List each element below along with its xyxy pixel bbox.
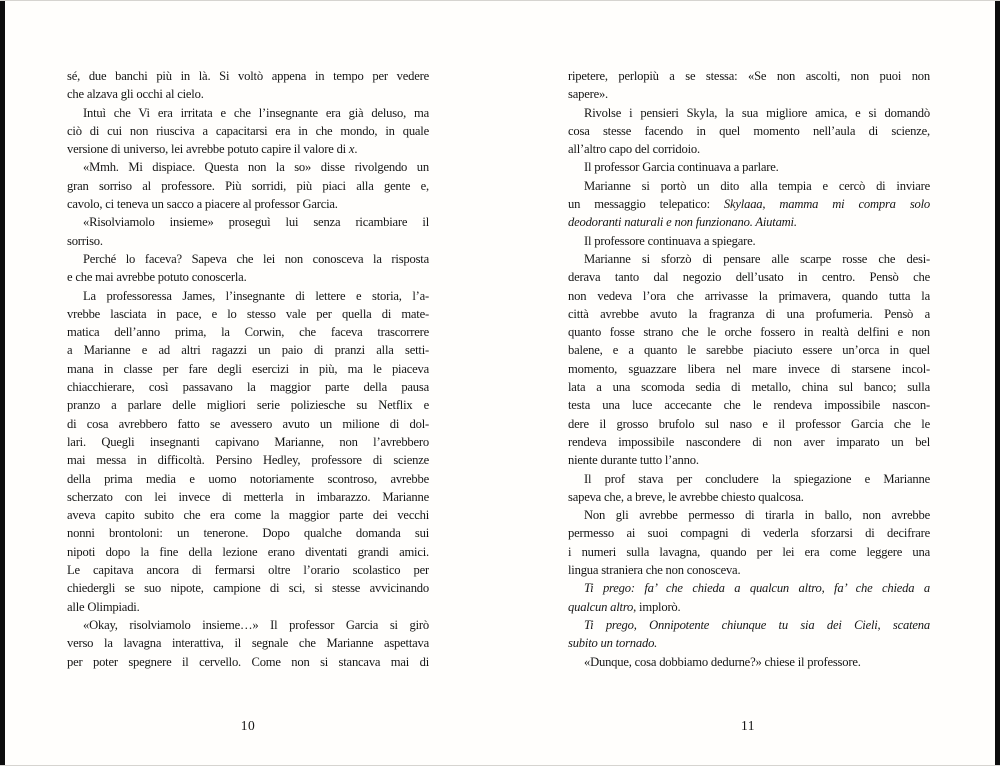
text-segment: matica dell’anno prima, la Corwin, che faceva trascorrere <box>67 325 429 340</box>
text-line <box>67 305 429 323</box>
text-segment: momento, sguazzare libera nel mare invece di starsene incol- <box>568 361 930 376</box>
text-segment: sé, due banchi più in là. Si voltò appena in tempo per vedere <box>67 69 429 83</box>
text-segment: Il prof stava per concludere la spiegazione e Marianne <box>584 471 930 486</box>
page-number-right: 11 <box>741 718 755 733</box>
text-line <box>568 140 930 158</box>
text-segment: all’altro capo del corridoio. <box>568 142 700 157</box>
text-line <box>568 506 930 524</box>
text-segment: nipoti dopo la fine della lezione erano diventati grandi amici. <box>67 544 429 559</box>
page-left-text-block <box>67 67 429 671</box>
text-line <box>67 140 429 158</box>
text-segment: cosa stesse facendo in quel momento nell’aula di scienze, <box>568 123 930 138</box>
text-segment: Perché lo faceva? Sapeva che lei non conosceva la risposta <box>83 251 429 266</box>
text-line <box>67 543 429 561</box>
text-line <box>568 104 930 122</box>
text-line <box>67 506 429 524</box>
text-segment: città avrebbe avuto la fragranza di una profumeria. Pensò a <box>568 306 930 321</box>
text-segment: ripetere, perlopiù a se stessa: «Se non ascolti, non puoi non <box>568 69 930 83</box>
text-line <box>67 122 429 140</box>
text-line <box>568 67 930 85</box>
page-number-left: 10 <box>240 718 256 733</box>
text-segment: permesso ai suoi compagni di vederla sforzarsi di decifrare <box>568 526 930 541</box>
text-line <box>568 561 930 579</box>
text-segment: Il professore continuava a spiegare. <box>584 233 756 248</box>
text-segment: un messaggio telepatico: <box>568 197 724 212</box>
text-segment: Marianne si portò un dito alla tempia e cercò di inviare <box>584 178 930 193</box>
text-segment: a Marianne e ad altri ragazzi un paio di pranzi alla setti- <box>67 343 429 358</box>
italic-text-segment: qualcun altro <box>568 599 634 614</box>
text-line <box>568 378 930 396</box>
text-line <box>67 268 429 286</box>
text-segment: Le capitava ancora di fermarsi oltre l’orario scolastico per <box>67 563 429 578</box>
text-line <box>568 524 930 542</box>
text-segment: non vedeva l’ora che arrivasse la primavera, quando tutta la <box>568 288 930 303</box>
text-segment: «Risolviamolo insieme» proseguì lui senza ricambiare il <box>83 215 429 230</box>
text-line <box>67 653 429 671</box>
text-segment: alle Olimpiadi. <box>67 599 140 614</box>
text-segment: per poter spegnere il cervello. Come non si stancava mai di <box>67 654 429 669</box>
text-segment: Il professor Garcia continuava a parlare. <box>584 160 779 175</box>
text-line <box>568 433 930 451</box>
text-line <box>568 634 930 652</box>
text-line <box>568 122 930 140</box>
text-line <box>568 579 930 597</box>
text-line <box>568 470 930 488</box>
text-line <box>568 250 930 268</box>
text-segment: Non gli avrebbe permesso di tirarla in ballo, non avrebbe <box>584 508 930 523</box>
text-segment: «Dunque, cosa dobbiamo dedurne?» chiese il professore. <box>584 654 861 669</box>
text-line <box>67 470 429 488</box>
text-line <box>568 287 930 305</box>
text-line <box>568 451 930 469</box>
text-line <box>568 158 930 176</box>
text-segment: i numeri sulla lavagna, quando per lei era come leggere una <box>568 544 930 559</box>
text-line <box>67 341 429 359</box>
text-segment: , implorò. <box>633 599 681 614</box>
text-line <box>67 396 429 414</box>
text-line <box>568 195 930 213</box>
text-line <box>568 616 930 634</box>
italic-text-segment: Ti prego, Onnipotente chiunque tu sia dei Cieli, scatena <box>584 617 930 632</box>
text-segment: Rivolse i pensieri Skyla, la sua migliore amica, e si domandò <box>584 105 930 120</box>
text-segment: mai messa in difficoltà. Persino Hedley, professore di scienze <box>67 453 429 468</box>
text-segment: rendeva impossibile nascondere di non aver imparato un bel <box>568 434 930 449</box>
text-line <box>67 250 429 268</box>
text-segment: testa una luce accecante che le rendeva impossibile nascon- <box>568 398 930 413</box>
text-line <box>67 415 429 433</box>
text-segment: gran sorriso al professore. Più sorridi, più piaci alla gente e, <box>67 178 429 193</box>
italic-text-segment: subito un tornado. <box>568 636 658 651</box>
scan-edge-right-bar <box>995 0 1000 766</box>
text-segment: «Okay, risolviamolo insieme…» Il professor Garcia si girò <box>83 617 429 632</box>
scan-edge-left-bar <box>0 0 5 766</box>
text-segment: sapere». <box>568 87 609 102</box>
text-segment: nonni brontoloni: un tenerone. Dopo qualche domanda sui <box>67 526 429 541</box>
text-segment: balene, e a quanto le sarebbe piaciuto essere un’orca in quel <box>568 343 930 358</box>
text-line <box>568 323 930 341</box>
text-line <box>67 213 429 231</box>
text-segment: Intuì che Vi era irritata e che l’insegnante era già deluso, ma <box>83 105 429 120</box>
text-line <box>67 579 429 597</box>
text-line <box>67 561 429 579</box>
text-segment: aveva capito subito che era come la maggior parte dei vecchi <box>67 508 429 523</box>
italic-text-segment: x <box>348 142 355 157</box>
text-line <box>568 232 930 250</box>
text-segment: vrebbe lasciata in pace, e lo stesso vale per quella di mate- <box>67 306 429 321</box>
text-segment: chiacchierare, così passavano la maggior parte della pausa <box>67 380 429 395</box>
text-line <box>568 341 930 359</box>
text-line <box>568 85 930 103</box>
text-line <box>67 634 429 652</box>
text-line <box>67 323 429 341</box>
page-right-text-block <box>568 67 930 671</box>
text-segment: quanto fosse strano che le orche fossero in realtà delfini e non <box>568 325 930 340</box>
text-line <box>568 396 930 414</box>
scan-edge-top-line <box>0 0 1000 1</box>
text-segment: scherzato con lei invece di metterla in imbarazzo. Marianne <box>67 489 429 504</box>
text-segment: cavolo, ci teneva un sacco a piacere al professor Garcia. <box>67 197 338 212</box>
text-line <box>67 524 429 542</box>
text-line <box>67 616 429 634</box>
text-segment: lata a una scomoda sedia di metallo, china sul banco; sulla <box>568 380 930 395</box>
text-line <box>568 543 930 561</box>
text-segment: e che mai avrebbe potuto conoscerla. <box>67 270 247 285</box>
text-line <box>568 488 930 506</box>
text-segment: che alzava gli occhi al cielo. <box>67 87 204 102</box>
text-segment: di cosa avrebbero fatto se avessero avuto un milione di dol- <box>67 416 429 431</box>
text-segment: versione di universo, lei avrebbe potuto capire il valore di <box>67 142 349 157</box>
text-segment: . <box>354 142 358 157</box>
text-segment: pranzo a parlare delle migliori serie poliziesche su Netflix e <box>67 398 429 413</box>
text-segment: niente durante tutto l’anno. <box>568 453 699 468</box>
text-line <box>568 268 930 286</box>
text-segment: Marianne si sforzò di pensare alle scarpe rosse che desi- <box>584 251 930 266</box>
text-line <box>67 104 429 122</box>
text-line <box>568 598 930 616</box>
text-line <box>67 433 429 451</box>
text-segment: dere il grosso brufolo sul naso e il professor Garcia che le <box>568 416 930 431</box>
text-line <box>568 653 930 671</box>
text-line <box>67 287 429 305</box>
text-line <box>67 360 429 378</box>
italic-text-segment: Skylaaa, mamma mi compra solo <box>723 197 930 212</box>
text-segment: «Mmh. Mi dispiace. Questa non la so» disse rivolgendo un <box>83 160 429 175</box>
text-line <box>67 158 429 176</box>
text-segment: sorriso. <box>67 233 103 248</box>
text-line <box>67 67 429 85</box>
text-line <box>568 213 930 231</box>
text-line <box>568 305 930 323</box>
italic-text-segment: deodoranti naturali e non funzionano. Aiutami. <box>568 215 797 230</box>
text-line <box>67 488 429 506</box>
text-line <box>67 177 429 195</box>
text-line <box>67 195 429 213</box>
text-line <box>67 598 429 616</box>
text-line <box>67 378 429 396</box>
text-segment: lari. Quegli insegnanti capivano Marianne, non l’avrebbero <box>67 434 429 449</box>
text-segment: mana in classe per fare degli esercizi in più, ma le piaceva <box>67 361 429 376</box>
text-segment: della prima media e uomo notoriamente scontroso, avrebbe <box>67 471 429 486</box>
text-line <box>67 232 429 250</box>
text-line <box>568 360 930 378</box>
text-line <box>568 177 930 195</box>
text-line <box>568 415 930 433</box>
text-segment: ciò di cui non riusciva a capacitarsi era in che mondo, in quale <box>67 123 429 138</box>
text-segment: derava tanto dal negozio dell’usato in centro. Pensò che <box>568 270 930 285</box>
text-segment: verso la lavagna interattiva, il segnale che Marianne aspettava <box>67 636 429 651</box>
italic-text-segment: Ti prego: fa’ che chieda a qualcun altro, fa’ che chieda a <box>584 581 930 596</box>
text-line <box>67 451 429 469</box>
text-segment: lingua straniera che non conosceva. <box>568 563 741 578</box>
text-segment: La professoressa James, l’insegnante di lettere e storia, l’a- <box>83 288 429 303</box>
text-segment: sapeva che, a breve, le avrebbe chiesto qualcosa. <box>568 489 804 504</box>
text-segment: chiedergli se suo nipote, campione di sci, si stesse avvicinando <box>67 581 429 596</box>
text-line <box>67 85 429 103</box>
